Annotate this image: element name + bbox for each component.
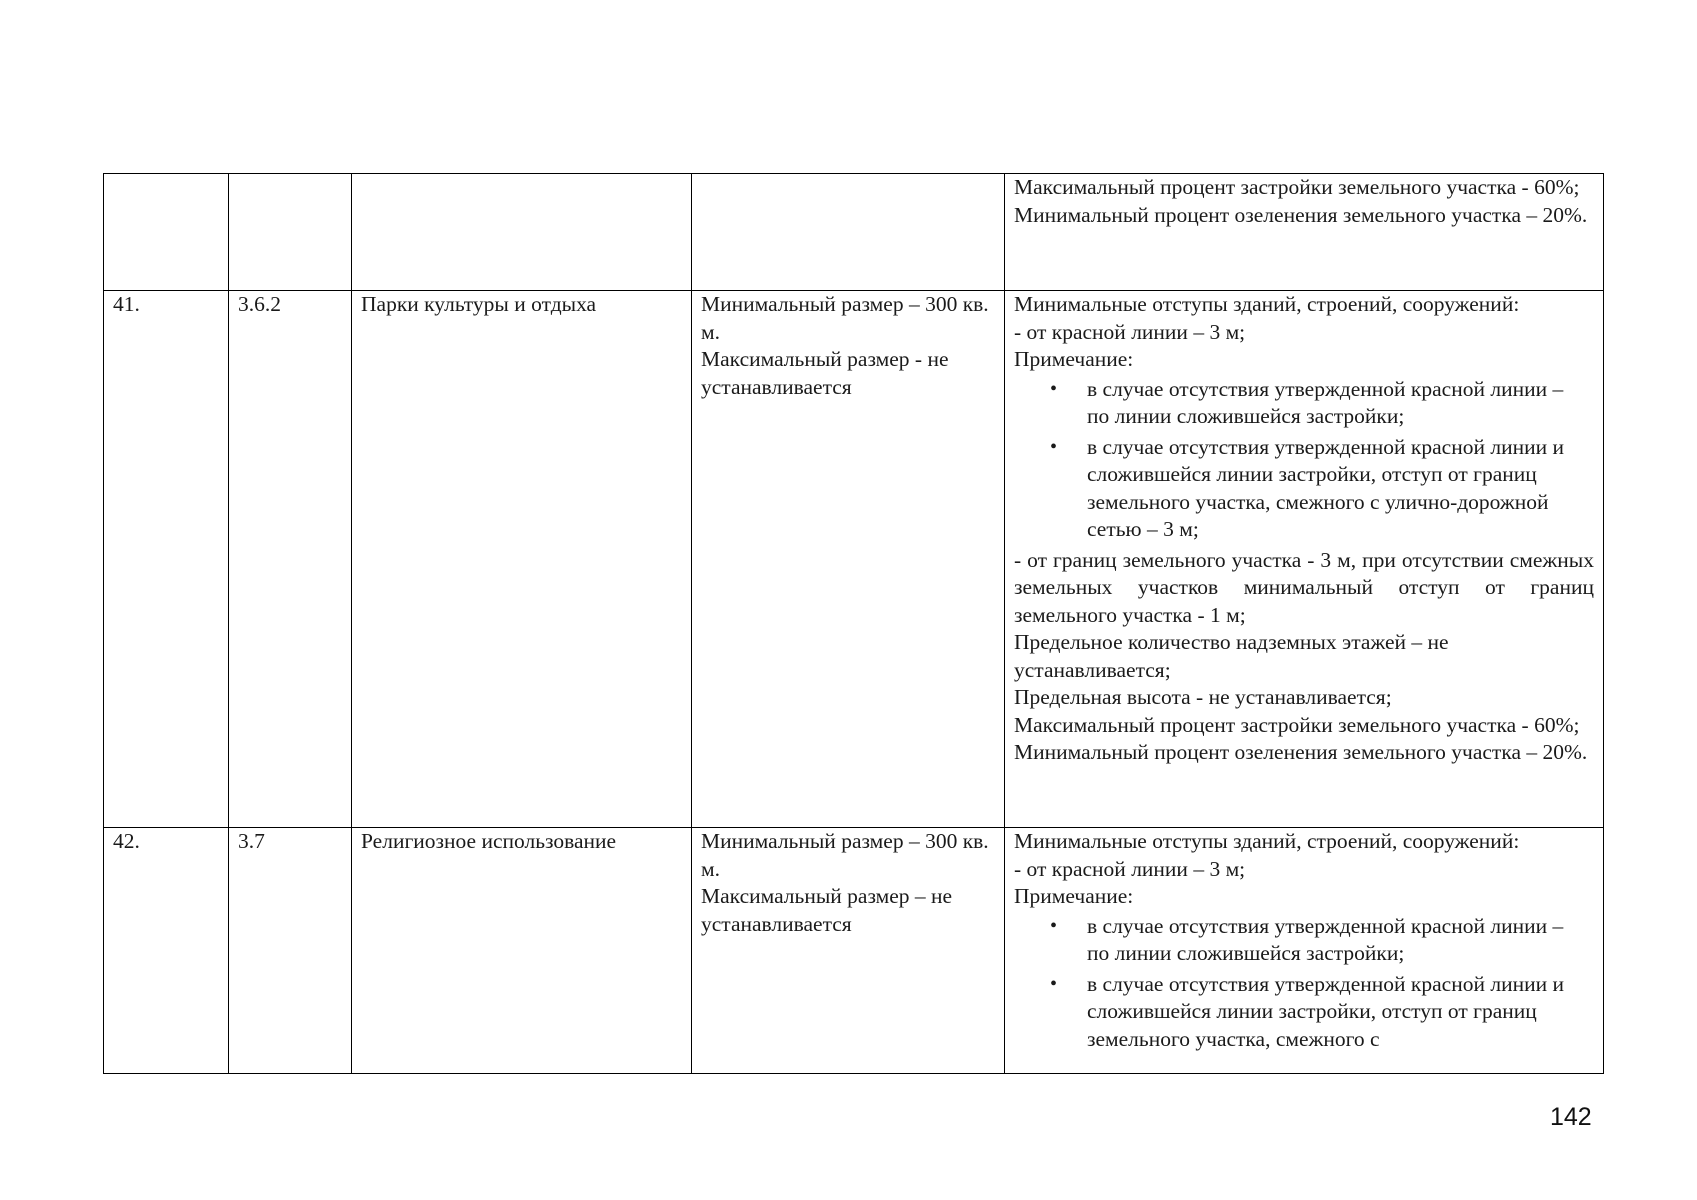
row-params-cell — [1005, 174, 1604, 291]
zoning-table — [103, 173, 1604, 1074]
floors-limit: Предельное количество надземных этажей – не устанавливается; — [1014, 630, 1449, 682]
min-green-percent: Минимальный процент озеленения земельного участка – 20%. — [1014, 740, 1588, 764]
row-name-cell — [352, 174, 692, 291]
min-size: Минимальный размер – 300 кв. м. — [701, 829, 989, 881]
max-size: Максимальный размер - не устанавливается — [701, 347, 949, 399]
row-code-cell: 3.6.2 — [229, 291, 352, 828]
max-built-percent: Максимальный процент застройки земельного участка - 60%; — [1014, 175, 1580, 199]
notes-list — [1014, 376, 1594, 544]
setbacks-title: Минимальные отступы зданий, строений, сооружений: — [1014, 292, 1520, 316]
row-params-cell — [1005, 828, 1604, 1074]
page-number: 142 — [1550, 1103, 1592, 1131]
note-text: в случае отсутствия утвержденной красной линии и сложившейся линии застройки, отступ от границ земельного участка, смежного с — [1087, 971, 1564, 1051]
row-code-cell — [229, 174, 352, 291]
note-text: в случае отсутствия утвержденной красной линии – по линии сложившейся застройки; — [1087, 913, 1564, 965]
max-built-percent: Максимальный процент застройки земельного участка - 60%; — [1014, 712, 1580, 737]
note-label: Примечание: — [1014, 347, 1134, 371]
setbacks-title: Минимальные отступы зданий, строений, сооружений: — [1014, 829, 1520, 853]
row-number-cell: 41. — [104, 291, 229, 828]
bullet-icon: • — [1050, 435, 1058, 458]
bullet-icon: • — [1050, 377, 1058, 400]
max-size: Максимальный размер – не устанавливается — [701, 884, 953, 936]
list-item — [1014, 971, 1594, 1054]
notes-list — [1014, 913, 1594, 1054]
plot-border-setback: - от границ земельного участка - 3 м, при отсутствии смежных земельных участков минимальный отступ от границ земельного участка - 1 м; — [1014, 547, 1594, 627]
note-label: Примечание: — [1014, 884, 1134, 908]
row-name-cell: Парки культуры и отдыха — [352, 291, 692, 828]
list-item — [1014, 434, 1594, 544]
min-green-percent: Минимальный процент озеленения земельного участка – 20%. — [1014, 202, 1588, 227]
list-item — [1014, 376, 1594, 431]
bullet-icon: • — [1050, 972, 1058, 995]
bullet-icon: • — [1050, 914, 1058, 937]
row-number-cell — [104, 174, 229, 291]
row-code-cell: 3.7 — [229, 828, 352, 1074]
row-params-cell — [1005, 291, 1604, 828]
list-item — [1014, 913, 1594, 968]
table-row — [104, 828, 1604, 1074]
red-line-setback: - от красной линии – 3 м; — [1014, 856, 1246, 881]
row-size-cell — [692, 291, 1005, 828]
row-size-cell — [692, 828, 1005, 1074]
red-line-setback: - от красной линии – 3 м; — [1014, 319, 1246, 344]
row-number-cell: 42. — [104, 828, 229, 1074]
row-size-cell — [692, 174, 1005, 291]
note-text: в случае отсутствия утвержденной красной линии – по линии сложившейся застройки; — [1087, 376, 1564, 428]
height-limit: Предельная высота - не устанавливается; — [1014, 685, 1392, 709]
table-row — [104, 174, 1604, 291]
row-name-cell: Религиозное использование — [352, 828, 692, 1074]
min-size: Минимальный размер – 300 кв. м. — [701, 292, 989, 344]
table-row — [104, 291, 1604, 828]
note-text: в случае отсутствия утвержденной красной линии и сложившейся линии застройки, отступ от границ земельного участка, смежного с улично-дорожной сетью – 3 м; — [1087, 434, 1564, 541]
